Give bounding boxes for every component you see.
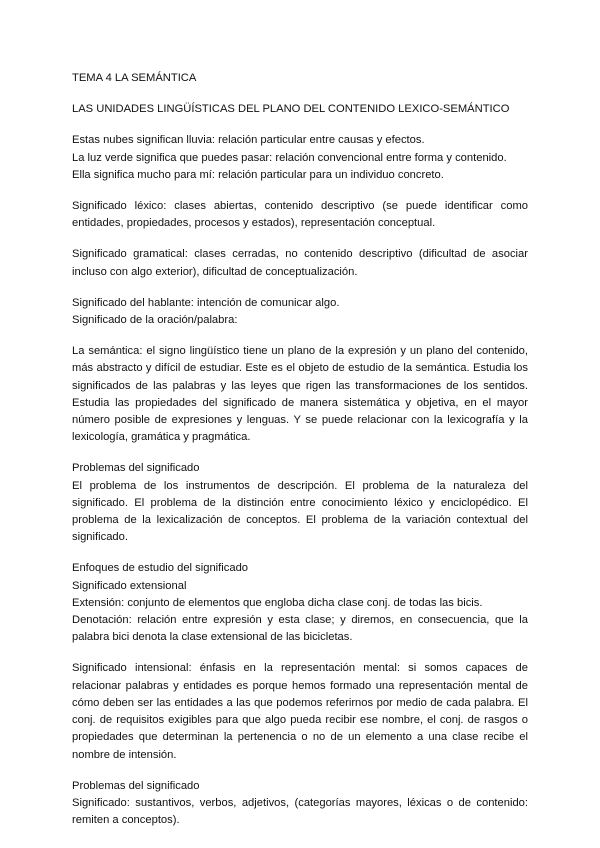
problemas-block-2 — [72, 778, 528, 830]
intro-line: La luz verde significa que puedes pasar: relación convencional entre forma y contenido. — [72, 151, 507, 164]
extensional-heading: Significado extensional — [72, 579, 187, 592]
hablante-line: Significado del hablante: intención de comunicar algo. — [72, 296, 340, 309]
document-page — [72, 70, 528, 829]
page-title: TEMA 4 LA SEMÁNTICA — [72, 72, 197, 84]
enfoques-heading: Enfoques de estudio del significado — [72, 562, 249, 575]
paragraph-lexico: Significado léxico: clases abiertas, contenido descriptivo (se puede identificar como entidades, propiedades, procesos y estados), representación conceptual. — [72, 200, 528, 230]
enfoques-block — [72, 560, 528, 646]
problemas-text: El problema de los instrumentos de descripción. El problema de la naturaleza del significado. El problema de la distinción entre conocimiento léxico y enciclopédico. El problema de la lexicalización de conceptos. El problema de la variación contextual del significado. — [72, 479, 528, 544]
paragraph-gramatical: Significado gramatical: clases cerradas, no contenido descriptivo (dificultad de asociar incluso con algo exterior), dificultad de conceptualización. — [72, 248, 528, 278]
problemas-heading: Problemas del significado — [72, 462, 200, 475]
denotacion-text: Denotación: relación entre expresión y esta clase; y diremos, en consecuencia, que la palabra bici denota la clase extensional de las bicicletas. — [72, 614, 528, 644]
oracion-line: Significado de la oración/palabra: — [72, 314, 238, 327]
problemas-text-2: Significado: sustantivos, verbos, adjetivos, (categorías mayores, léxicas o de contenido: remiten a conceptos). — [72, 796, 528, 827]
problemas-block-1 — [72, 460, 528, 546]
intro-line: Estas nubes significan lluvia: relación particular entre causas y efectos. — [72, 134, 425, 147]
paragraph-intensional: Significado intensional: énfasis en la representación mental: si somos capaces de relacionar palabras y entidades es porque hemos formado una representación mental de cómo deben ser las entidades a las que podemos referirnos por medio de cada palabra. El conj. de requisitos exigibles para que algo pueda recibir ese nombre, el conj. de rasgos o propiedades que determinan la pertenencia o no de un elemento a una clase recibe el nombre de intensión. — [72, 662, 528, 761]
section-heading: LAS UNIDADES LINGÜÍSTICAS DEL PLANO DEL CONTENIDO LEXICO-SEMÁNTICO — [72, 103, 510, 116]
intro-line: Ella significa mucho para mí: relación particular para un individuo concreto. — [72, 168, 444, 181]
paragraph-semantica: La semántica: el signo lingüístico tiene un plano de la expresión y un plano del contenido, más abstracto y difícil de estudiar. Este es el objeto de estudio de la semántica. Estudia los significados de las palabras y las leyes que rigen las transformaciones de los sentidos. Estudia las propiedades del significado de manera sistemática y objetiva, en el mayor número posible de expresiones y lenguas. Y se puede relacionar con la lexicografía y la lexicología, gramática y pragmática. — [72, 345, 528, 444]
extension-line: Extensión: conjunto de elementos que engloba dicha clase conj. de todas las bicis. — [72, 596, 483, 609]
problemas-heading-2: Problemas del significado — [72, 779, 200, 792]
intro-block — [72, 132, 528, 184]
hablante-block — [72, 295, 528, 329]
